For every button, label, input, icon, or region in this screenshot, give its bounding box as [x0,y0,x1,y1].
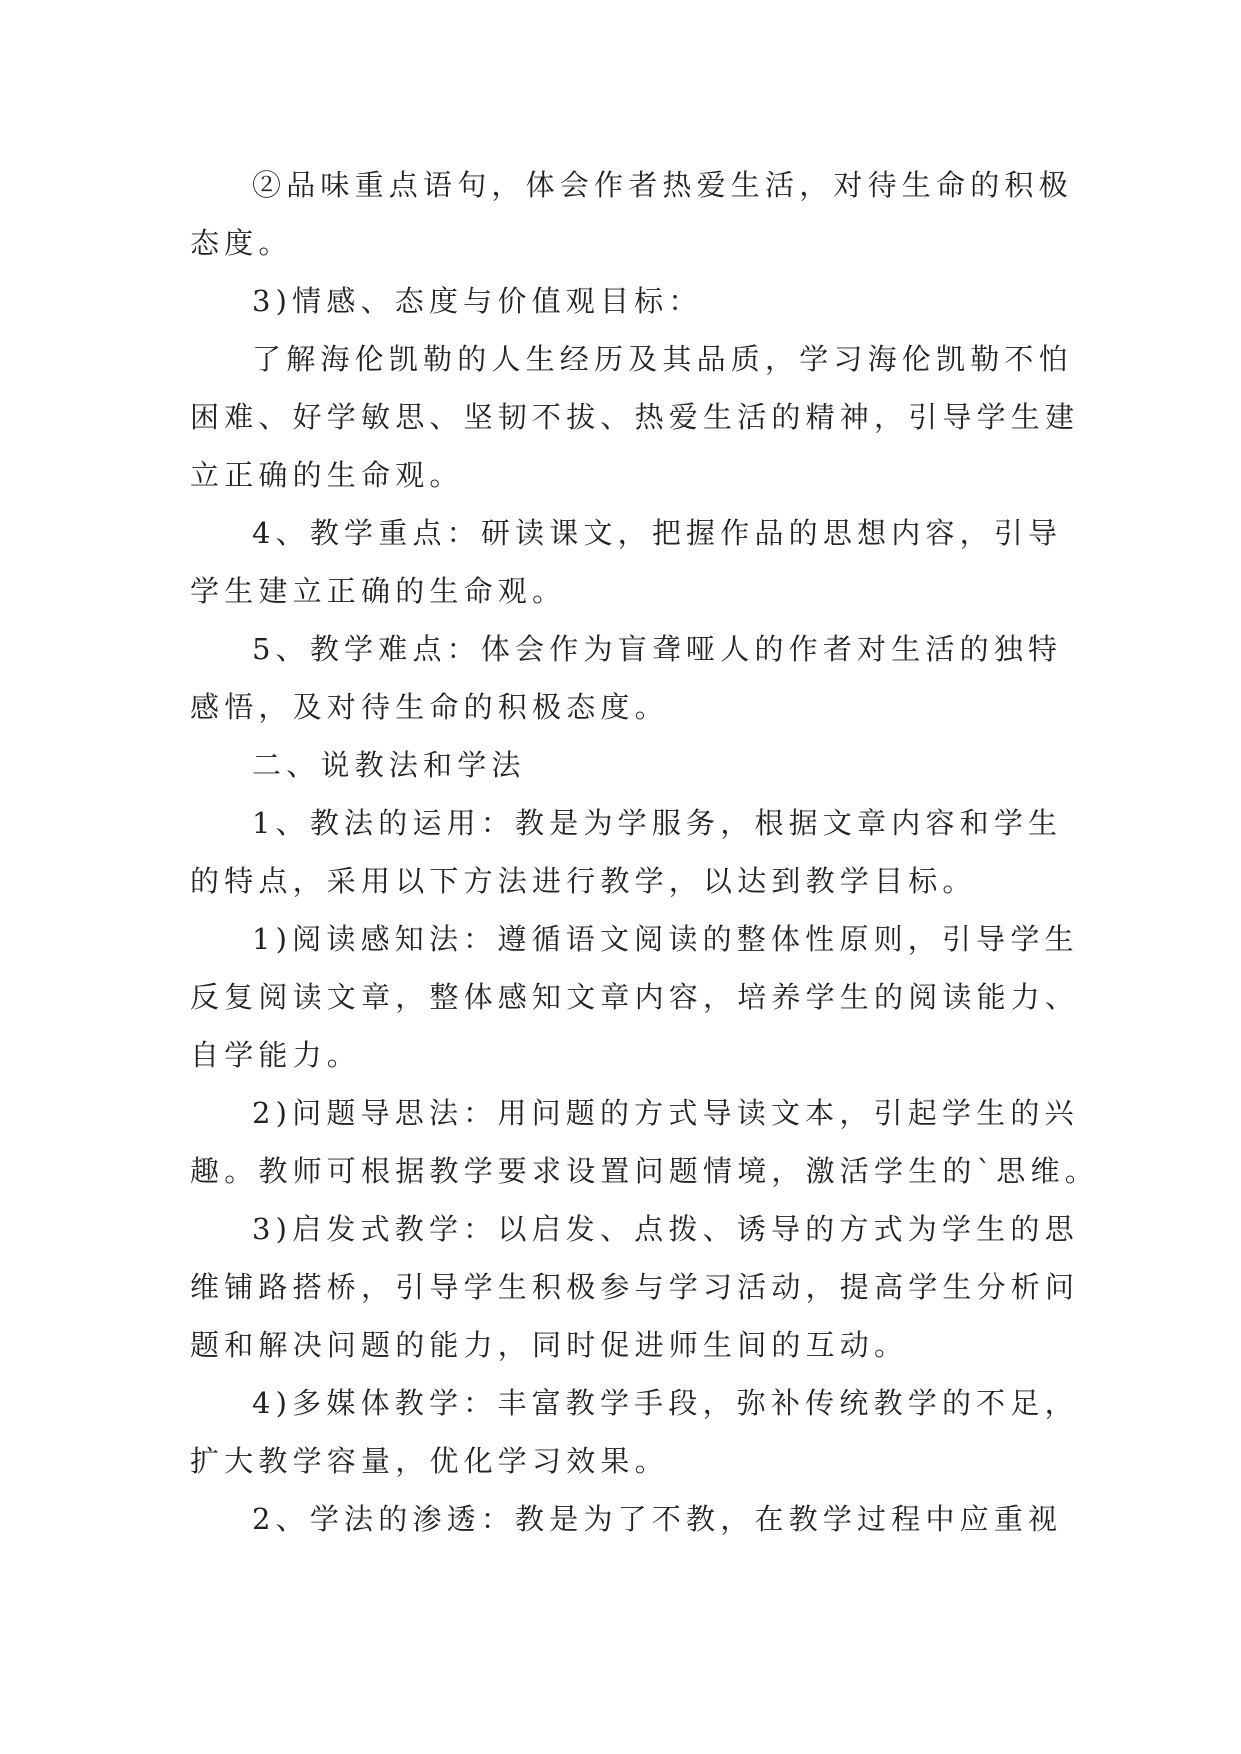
text-line: 学生建立正确的生命观。 [190,574,567,608]
section-heading: 3)情感、态度与价值观目标： [252,284,703,318]
text-line: 感悟，及对待生命的积极态度。 [190,690,669,724]
text-line: 困难、好学敏思、坚韧不拔、热爱生活的精神，引导学生建 [190,400,1080,434]
text-line: 反复阅读文章，整体感知文章内容，培养学生的阅读能力、 [190,980,1080,1014]
text-line: 趣。教师可根据教学要求设置问题情境，激活学生的`思维。 [190,1154,1099,1188]
document-body [190,156,1099,1548]
text-line: 1)阅读感知法：遵循语文阅读的整体性原则，引导学生 [252,922,1079,956]
text-line: 1、教法的运用：教是为学服务，根据文章内容和学生 [252,806,1063,840]
text-line: 题和解决问题的能力，同时促进师生间的互动。 [190,1328,909,1362]
text-line: 3)启发式教学：以启发、点拨、诱导的方式为学生的思 [252,1212,1079,1246]
text-line: 2)问题导思法：用问题的方式导读文本，引起学生的兴 [252,1096,1079,1130]
text-line: 2、学法的渗透：教是为了不教，在教学过程中应重视 [252,1502,1063,1536]
text-line: 维铺路搭桥，引导学生积极参与学习活动，提高学生分析问 [190,1270,1080,1304]
text-line: 了解海伦凯勒的人生经历及其品质，学习海伦凯勒不怕 [252,342,1073,376]
text-line: 立正确的生命观。 [190,458,464,492]
text-line: 态度。 [190,226,293,260]
text-line: 4、教学重点：研读课文，把握作品的思想内容，引导 [252,516,1063,550]
text-line: ②品味重点语句，体会作者热爱生活，对待生命的积极 [252,168,1073,202]
text-line: 的特点，采用以下方法进行教学，以达到教学目标。 [190,864,977,898]
section-heading: 二、说教法和学法 [252,748,526,782]
text-line: 5、教学难点：体会作为盲聋哑人的作者对生活的独特 [252,632,1063,666]
text-line: 4)多媒体教学：丰富教学手段，弥补传统教学的不足， [252,1386,1079,1420]
text-line: 自学能力。 [190,1038,362,1072]
text-line: 扩大教学容量，优化学习效果。 [190,1444,669,1478]
